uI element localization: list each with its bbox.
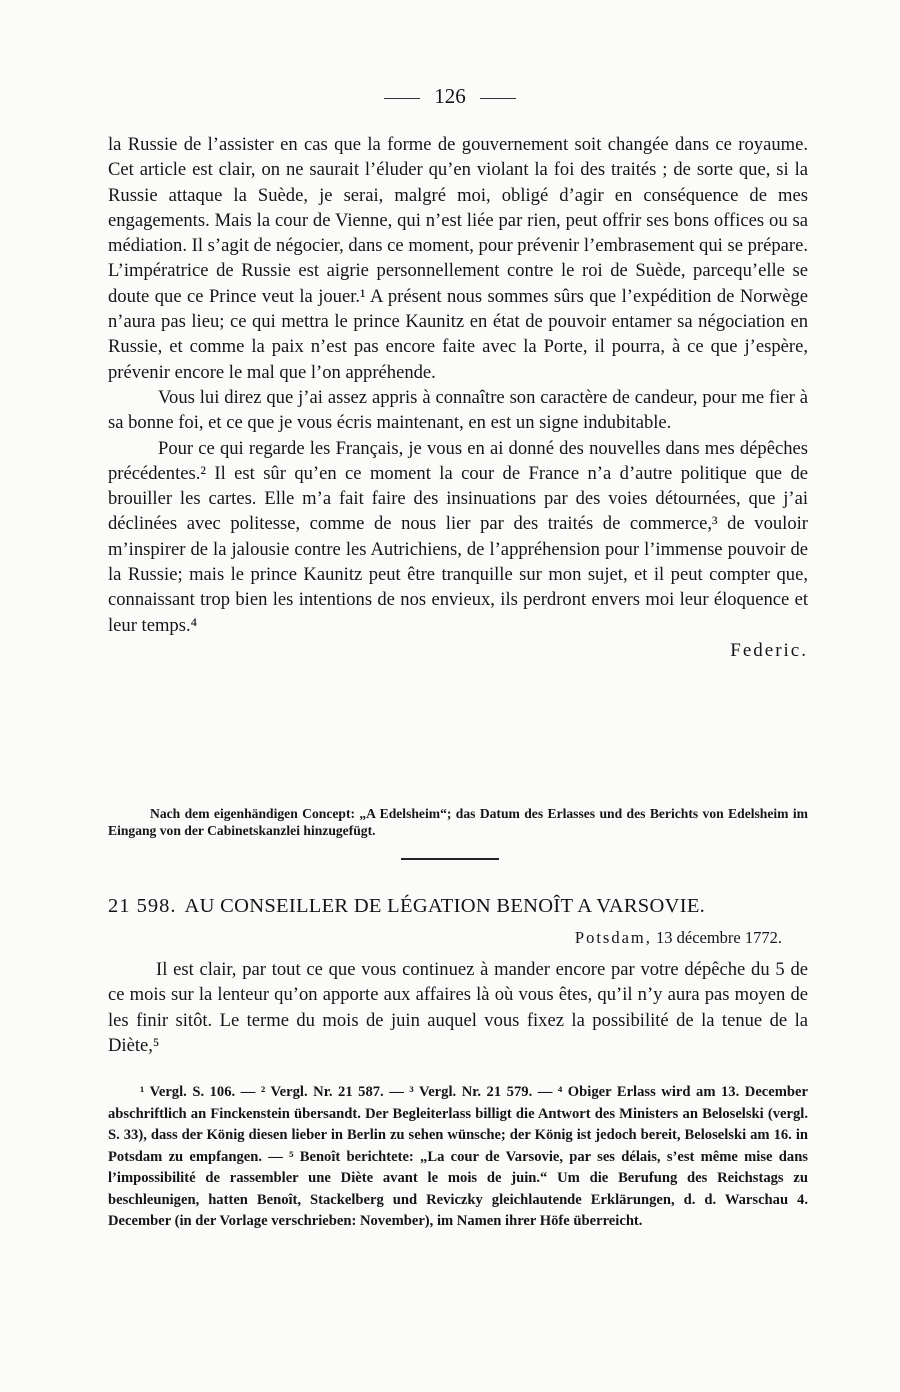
section-separator [401, 858, 499, 860]
dateline-place: Potsdam, [574, 928, 652, 947]
letter-heading [108, 895, 808, 918]
source-note: Nach dem eigenhändigen Concept: „A Edelsheim“; das Datum des Erlasses und des Berichts von Edelsheim im Eingang von der Cabinetskanzlei hinzugefügt. [108, 806, 808, 838]
letter-text [108, 957, 808, 1058]
signature: Federic. [730, 639, 808, 661]
letter-number: 21 598. [108, 895, 177, 917]
letter-paragraph: Il est clair, par tout ce que vous continuez à mander encore par votre dépêche du 5 de ce mois sur la lenteur qu’on apporte aux affaires là où vous êtes, qu’il n’y aura pas moyen de les finir sitôt. Le terme du mois de juin auquel vous fixez la possibilité de la tenue de la Diète,⁵ [108, 959, 808, 1056]
dateline-date: 13 décembre 1772. [656, 928, 782, 947]
footnotes [108, 1082, 808, 1233]
header-rule-right [480, 98, 516, 99]
page-header [0, 84, 900, 109]
footnote-text: ¹ Vergl. S. 106. — ² Vergl. Nr. 21 587. — ³ Vergl. Nr. 21 579. — ⁴ Obiger Erlass wird am 13. December abschriftlich an Finckenstein übersandt. Der Begleiterlass billigt die Antwort des Ministers an Beloselski (vergl. S. 33), dass der König diesen lieber in Berlin zu sehen wünsche; der König ist jedoch bereit, Beloselski am 16. in Potsdam zu empfangen. — ⁵ Benoît berichtete: „La cour de Varsovie, par ses délais, s’est même mise dans l’impossibilité de rassembler une Diète avant le mois de juin.“ Um die Berufung des Reichstags zu beschleunigen, hatten Benoît, Stackelberg und Reviczky gleichlautende Erklärungen, d. d. Warschau 4. December (in der Vorlage verschrieben: November), im Namen ihrer Höfe überreicht. [108, 1084, 808, 1229]
body-paragraph: Vous lui direz que j’ai assez appris à connaître son caractère de candeur, pour me fier à sa bonne foi, et ce que je vous écris maintenant, en est un signe indubitable. [108, 386, 808, 434]
letter-body-continued [108, 132, 808, 663]
body-paragraph: la Russie de l’assister en cas que la forme de gouvernement soit changée dans ce royaume. Cet article est clair, on ne saurait l’éluder qu’en violant la foi des traités ; de sorte que, si la Russie attaque la Suède, je serai, malgré moi, obligé d’agir en conséquence de mes engagements. Mais la cour de Vienne, qui n’est liée par rien, peut offrir ses bons offices ou sa médiation. Il s’agit de négocier, dans ce moment, pour prévenir l’embrasement qui se prépare. L’impératrice de Russie est aigrie personnellement contre le roi de Suède, parcequ’elle se doute que ce Prince veut la jouer.¹ A présent nous sommes sûrs que l’expédition de Norwège n’aura pas lieu; ce qui mettra le prince Kaunitz en état de pouvoir entamer sa négociation en Russie, et comme la paix n’est pas encore faite avec la Porte, il pourra, à ce que j’espère, prévenir encore le mal que l’on appréhende. [108, 134, 808, 383]
page-number: 126 [434, 84, 466, 108]
body-paragraph: Pour ce qui regarde les Français, je vous en ai donné des nouvelles dans mes dépêches précédentes.² Il est sûr qu’en ce moment la cour de France n’a d’autre politique que de brouiller les cartes. Elle m’a fait faire des insinuations par des voies détournées, que j’ai déclinées avec politesse, comme de nous lier par des traités de commerce,³ de vouloir m’inspirer de la jalousie contre les Autrichiens, de l’appréhension pour l’immense pouvoir de la Russie; mais le prince Kaunitz peut être tranquille sur mon sujet, et il peut compter que, connaissant trop bien les intentions de nos envieux, ils perdront envers moi leur éloquence et leur temps.⁴ [108, 437, 808, 636]
header-rule-left [384, 98, 420, 99]
letter-title: AU CONSEILLER DE LÉGATION BENOÎT A VARSOVIE. [184, 895, 706, 917]
dateline [575, 928, 782, 948]
